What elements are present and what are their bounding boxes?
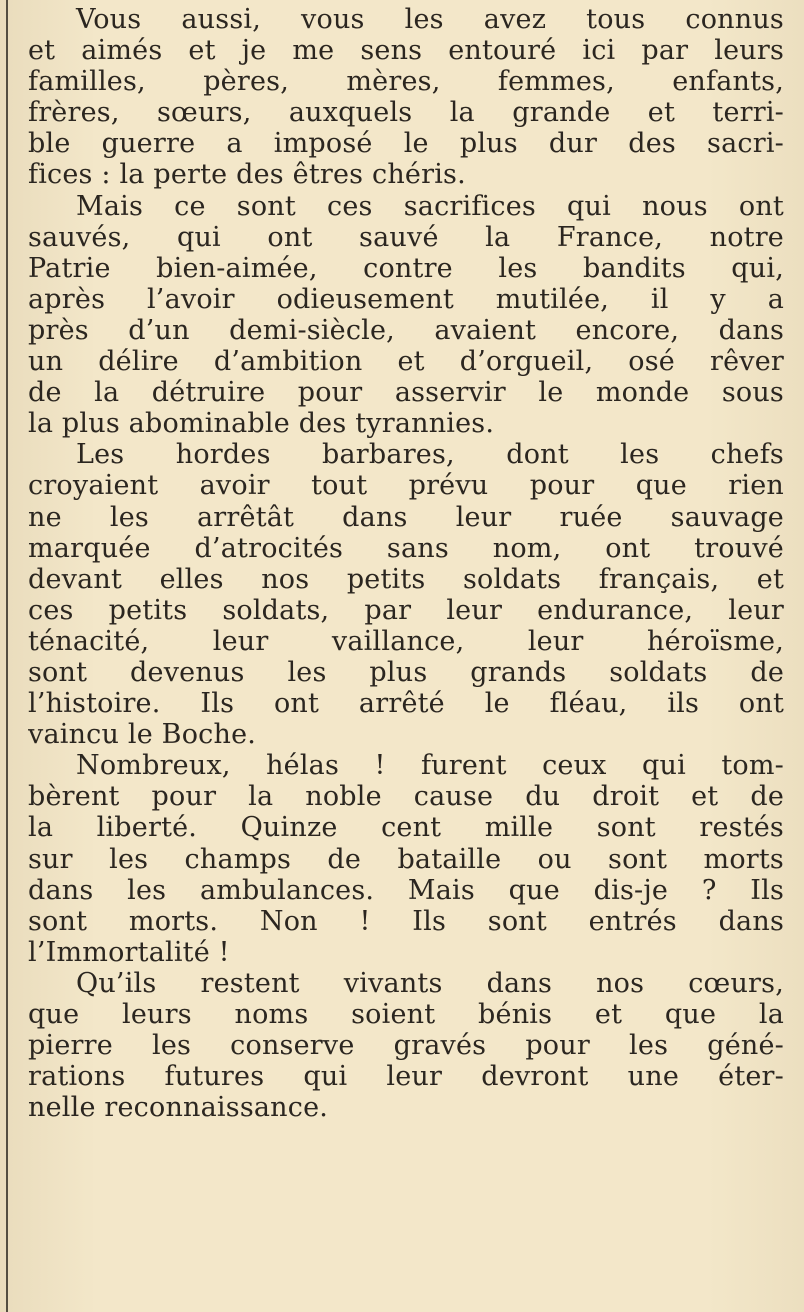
text-line: sauvés, qui ont sauvé la France, notre xyxy=(28,221,784,253)
text-line: ne les arrêtât dans leur ruée sauvage xyxy=(28,501,784,533)
text-line: l’histoire. Ils ont arrêté le fléau, ils ont xyxy=(28,688,784,720)
text-line: fices : la perte des êtres chéris. xyxy=(28,159,466,191)
text-line: près d’un demi-siècle, avaient encore, dans xyxy=(28,314,784,346)
text-line: vaincu le Boche. xyxy=(28,719,257,751)
article-text xyxy=(28,4,784,1123)
text-line: Vous aussi, vous les avez tous connus xyxy=(76,4,784,35)
text-line: la liberté. Quinze cent mille sont restés xyxy=(28,812,784,844)
text-line: après l’avoir odieusement mutilée, il y a xyxy=(28,283,784,315)
text-line: sont morts. Non ! Ils sont entrés dans xyxy=(28,905,784,937)
text-line: la plus abominable des tyrannies. xyxy=(28,408,495,440)
text-line: dans les ambulances. Mais que dis-je ? Ils xyxy=(28,874,784,906)
text-line: familles, pères, mères, femmes, enfants, xyxy=(28,66,784,98)
text-line: marquée d’atrocités sans nom, ont trouvé xyxy=(28,532,784,564)
column-rule xyxy=(6,0,8,1312)
text-line: sont devenus les plus grands soldats de xyxy=(28,656,784,688)
text-line: Qu’ils restent vivants dans nos cœurs, xyxy=(76,967,784,999)
text-line: Mais ce sont ces sacrifices qui nous ont xyxy=(76,190,784,222)
text-line: ble guerre a imposé le plus dur des sacri- xyxy=(28,128,784,160)
text-line: Les hordes barbares, dont les chefs xyxy=(76,439,784,471)
text-line: bèrent pour la noble cause du droit et de xyxy=(28,781,784,813)
text-line: de la détruire pour asservir le monde sous xyxy=(28,377,784,409)
text-line: l’Immortalité ! xyxy=(28,936,230,968)
text-line: rations futures qui leur devront une éter- xyxy=(28,1061,784,1093)
text-line: devant elles nos petits soldats français, et xyxy=(28,563,784,595)
text-line: Nombreux, hélas ! furent ceux qui tom- xyxy=(76,750,784,782)
text-line: frères, sœurs, auxquels la grande et terri- xyxy=(28,97,784,129)
text-line: Patrie bien-aimée, contre les bandits qui, xyxy=(28,252,784,284)
text-line: que leurs noms soient bénis et que la xyxy=(28,999,784,1030)
text-line: pierre les conserve gravés pour les géné- xyxy=(28,1030,784,1062)
text-line: un délire d’ambition et d’orgueil, osé rêver xyxy=(28,346,784,378)
text-line: ténacité, leur vaillance, leur héroïsme, xyxy=(28,625,784,657)
text-line: ces petits soldats, par leur endurance, leur xyxy=(28,594,784,626)
text-line: sur les champs de bataille ou sont morts xyxy=(28,843,784,875)
text-line: croyaient avoir tout prévu pour que rien xyxy=(28,470,784,502)
text-line: et aimés et je me sens entouré ici par leurs xyxy=(28,35,784,67)
text-line: nelle reconnaissance. xyxy=(28,1092,329,1124)
